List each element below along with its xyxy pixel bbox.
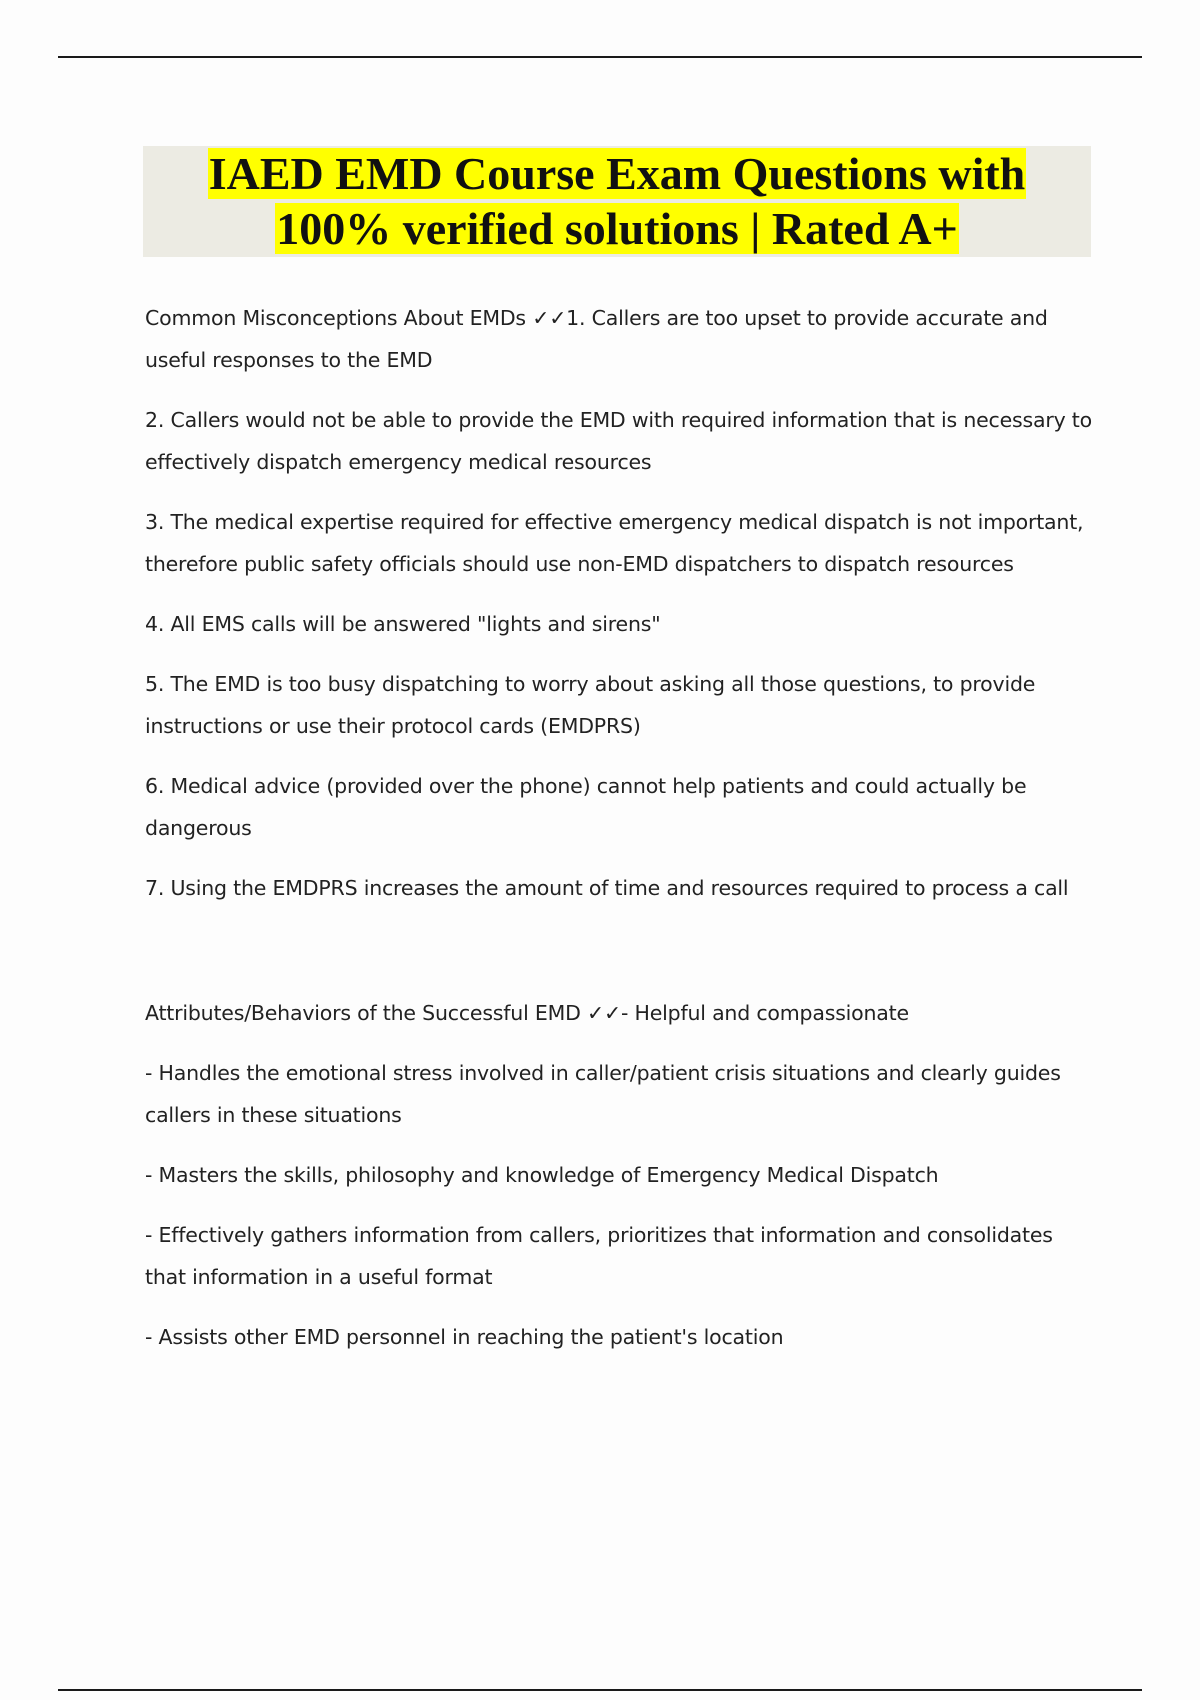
section-misconceptions [145, 297, 1095, 909]
bottom-rule [58, 1689, 1142, 1691]
paragraph: 5. The EMD is too busy dispatching to worry about asking all those questions, to provide instructions or use their protocol cards (EMDPRS) [145, 672, 1036, 738]
section-spacer [145, 927, 1095, 992]
section-attributes [145, 992, 1095, 1358]
paragraph: 4. All EMS calls will be answered "lights and sirens" [145, 612, 661, 636]
paragraph: 2. Callers would not be able to provide the EMD with required information that is necessary to effectively dispatch emergency medical resources [145, 408, 1092, 474]
paragraph: Attributes/Behaviors of the Successful EMD ✓✓- Helpful and compassionate [145, 1001, 909, 1025]
paragraph: 6. Medical advice (provided over the phone) cannot help patients and could actually be dangerous [145, 774, 1027, 840]
top-rule [58, 56, 1142, 58]
document-body [145, 297, 1095, 1376]
paragraph: 3. The medical expertise required for effective emergency medical dispatch is not important, therefore public safety officials should use non-EMD dispatchers to dispatch resources [145, 510, 1084, 576]
paragraph: - Masters the skills, philosophy and knowledge of Emergency Medical Dispatch [145, 1163, 939, 1187]
paragraph: 7. Using the EMDPRS increases the amount of time and resources required to process a call [145, 876, 1069, 900]
paragraph: - Assists other EMD personnel in reaching the patient's location [145, 1325, 784, 1349]
paragraph: Common Misconceptions About EMDs ✓✓1. Callers are too upset to provide accurate and useful responses to the EMD [145, 306, 1048, 372]
title-line-1: IAED EMD Course Exam Questions with [208, 148, 1026, 199]
paragraph: - Handles the emotional stress involved in caller/patient crisis situations and clearly guides callers in these situations [145, 1061, 1061, 1127]
document-title [143, 146, 1091, 256]
title-line-2: 100% verified solutions | Rated A+ [276, 203, 958, 254]
paragraph: - Effectively gathers information from callers, prioritizes that information and consolidates that information in a useful format [145, 1223, 1053, 1289]
